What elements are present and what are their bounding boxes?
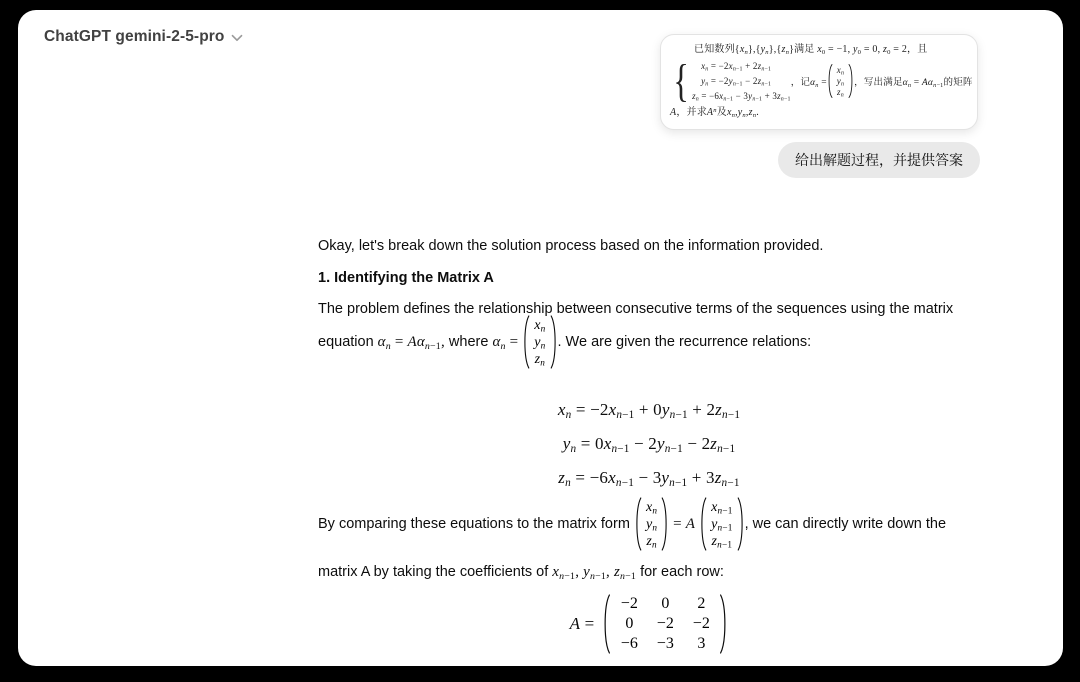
chatgpt-window [18, 10, 1063, 666]
assistant-paragraph-3-line2: matrix A by taking the coefficients of $x_{n-1}$, $y_{n-1}$, $z_{n-1}$ for each row: [318, 563, 724, 582]
problem-eq-y: $y_n = -2y_{n-1} - 2z_{n-1}$ [701, 75, 772, 88]
right-paren-icon [550, 314, 558, 370]
problem-outro: A，并求$A^n$及$x_n,y_n,z_n$. [670, 107, 759, 119]
problem-eq-z: $z_n = -6x_{n-1} - 3y_{n-1} + 3z_{n-1}$ [692, 90, 791, 103]
assistant-paragraph-3-line1: By comparing these equations to the matrix form $x_n$ $y_n$ $z_n$ = A $x_{n-1}$ $y_{n-1}$ $z_{n-1}$ , we can directly write down the [318, 488, 980, 560]
vector-n-minus-1: $x_{n-1}$ $y_{n-1}$ $z_{n-1}$ [699, 496, 744, 552]
right-paren-icon [719, 593, 728, 655]
problem-mid-pre: ，记$\alpha_n$ = [790, 78, 827, 89]
left-paren-icon [602, 593, 611, 655]
chevron-down-icon [231, 30, 243, 45]
problem-alpha-vector: $x_n$ $y_n$ $z_n$ [827, 63, 854, 99]
matrix-label: A = [569, 614, 595, 633]
right-paren-icon [737, 496, 745, 552]
left-brace-glyph: { [673, 55, 689, 106]
assistant-paragraph-2-line2: equation $\alpha_n = A\alpha_{n-1}$, where $\alpha_n$ = $x_n$ $y_n$ $z_n$ . We are given the recurrence relations: [318, 311, 980, 373]
assistant-heading-1: 1. Identifying the Matrix A [318, 270, 494, 286]
problem-eq-x: $x_n = -2x_{n-1} + 2z_{n-1}$ [701, 60, 772, 73]
model-picker-button[interactable] [40, 24, 247, 50]
matrix-A: −2 0 2 0 −2 −2 −6 −3 3 [602, 593, 728, 655]
problem-intro: 已知数列$\{x_n\},\{y_n\},\{z_n\}$满足 $x_0 = -1$, $y_0 = 0$, $z_0 = 2$，且 [694, 44, 928, 56]
final-matrix-equation [318, 590, 980, 658]
left-paren-icon [522, 314, 530, 370]
right-paren-icon [661, 496, 669, 552]
problem-system [670, 55, 973, 106]
app-title: ChatGPT gemini-2-5-pro [44, 28, 225, 45]
display-equation-x: $x_n = -2x_{n-1} + 0y_{n-1} + 2z_{n-1}$ [557, 400, 741, 422]
alpha-n-vector: $x_n$ $y_n$ $z_n$ [522, 314, 557, 370]
display-equation-z: $z_n = -6x_{n-1} - 3y_{n-1} + 3z_{n-1}$ [558, 468, 740, 490]
assistant-paragraph-2-line1: The problem defines the relationship between consecutive terms of the sequences using the matrix [318, 301, 954, 317]
problem-mid-post: ，写出满足$\alpha_n = A\alpha_{n-1}$的矩阵 [854, 78, 973, 89]
user-message-text: 给出解题过程，并提供答案 [795, 152, 963, 168]
vector-n: $x_n$ $y_n$ $z_n$ [634, 496, 669, 552]
user-message-bubble [778, 142, 980, 178]
attachment-image[interactable] [660, 34, 978, 130]
assistant-paragraph-1: Okay, let's break down the solution process based on the information provided. [318, 238, 824, 254]
left-paren-icon [699, 496, 707, 552]
conversation [318, 10, 980, 666]
left-paren-icon [634, 496, 642, 552]
display-equation-y: $y_n = 0x_{n-1} - 2y_{n-1} - 2z_{n-1}$ [562, 434, 736, 456]
